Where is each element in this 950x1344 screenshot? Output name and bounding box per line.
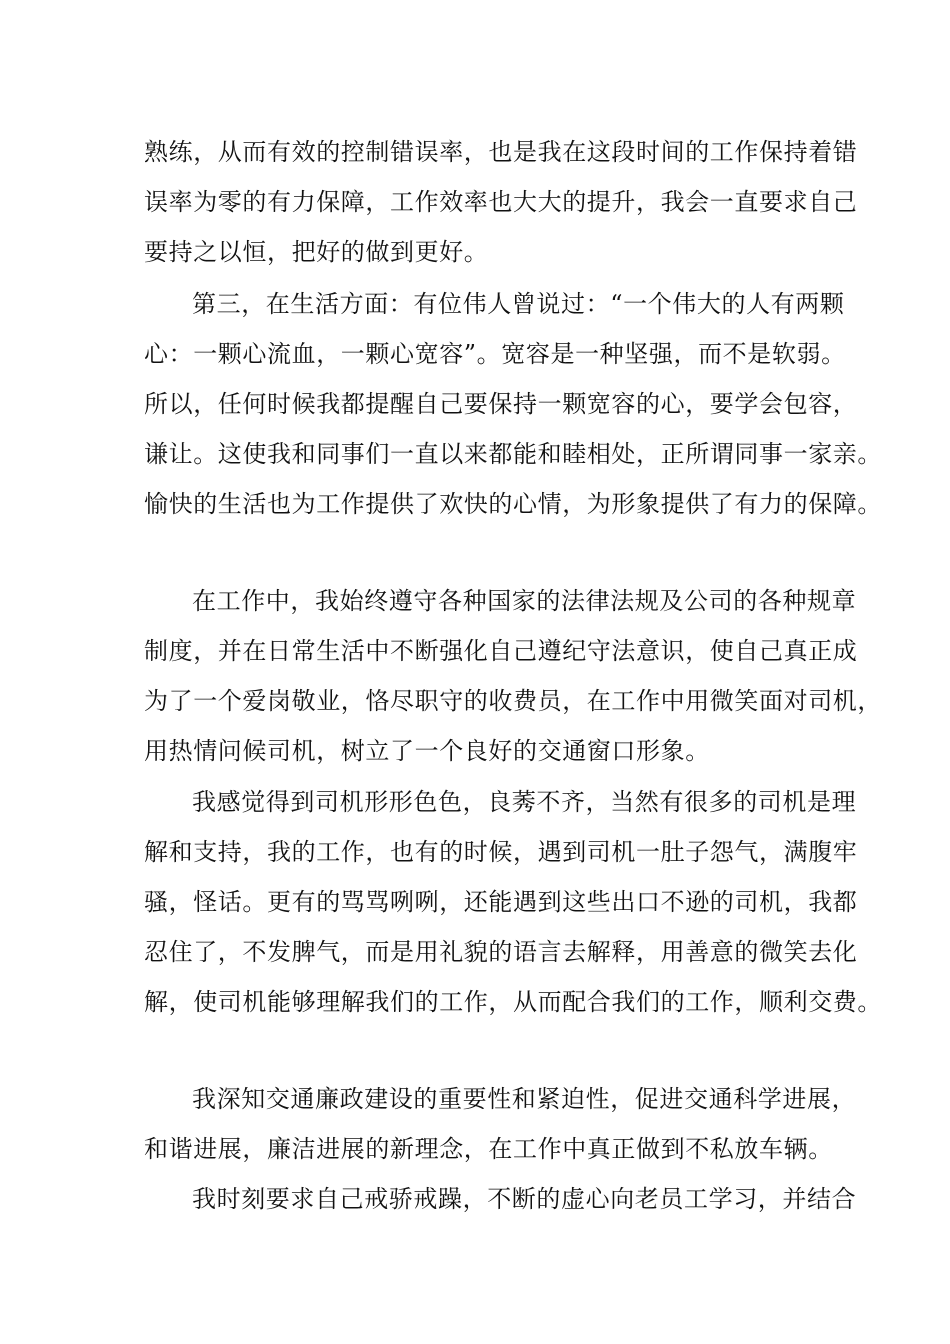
text-line: 忍住了，不发脾气，而是用礼貌的语言去解释，用善意的微笑去化 [144, 938, 858, 966]
text-line: 用热情问候司机，树立了一个良好的交通窗口形象。 [144, 737, 710, 765]
text-line: 制度，并在日常生活中不断强化自己遵纪守法意识，使自己真正成 [144, 637, 858, 665]
text-line: 愉快的生活也为工作提供了欢快的心情，为形象提供了有力的保障。 [144, 490, 882, 518]
text-line: 熟练，从而有效的控制错误率，也是我在这段时间的工作保持着错 [144, 138, 858, 166]
text-line: 要持之以恒，把好的做到更好。 [144, 238, 489, 266]
text-line: 解，使司机能够理解我们的工作，从而配合我们的工作，顺利交费。 [144, 988, 882, 1016]
text-line: 解和支持，我的工作，也有的时候，遇到司机一肚子怨气，满腹牢 [144, 838, 858, 866]
text-line: 谦让。这使我和同事们一直以来都能和睦相处，正所谓同事一家亲。 [144, 440, 882, 468]
text-line: 误率为零的有力保障，工作效率也大大的提升，我会一直要求自己 [144, 188, 858, 216]
paragraph-first-line: 第三，在生活方面：有位伟人曾说过：“一个伟大的人有两颗 [192, 290, 845, 318]
paragraph-first-line: 我感觉得到司机形形色色，良莠不齐，当然有很多的司机是理 [192, 788, 857, 816]
text-line: 骚，怪话。更有的骂骂咧咧，还能遇到这些出口不逊的司机，我都 [144, 888, 858, 916]
paragraph-first-line: 我深知交通廉政建设的重要性和紧迫性，促进交通科学进展， [192, 1085, 857, 1113]
text-line: 为了一个爱岗敬业，恪尽职守的收费员，在工作中用微笑面对司机， [144, 687, 882, 715]
text-line: 和谐进展，廉洁进展的新理念，在工作中真正做到不私放车辆。 [144, 1135, 833, 1163]
paragraph-first-line: 在工作中，我始终遵守各种国家的法律法规及公司的各种规章 [192, 587, 857, 615]
text-line: 心：一颗心流血，一颗心宽容”。宽容是一种坚强，而不是软弱。 [144, 340, 846, 368]
paragraph-first-line: 我时刻要求自己戒骄戒躁，不断的虚心向老员工学习，并结合 [192, 1185, 857, 1213]
text-line: 所以，任何时候我都提醒自己要保持一颗宽容的心，要学会包容， [144, 390, 858, 418]
